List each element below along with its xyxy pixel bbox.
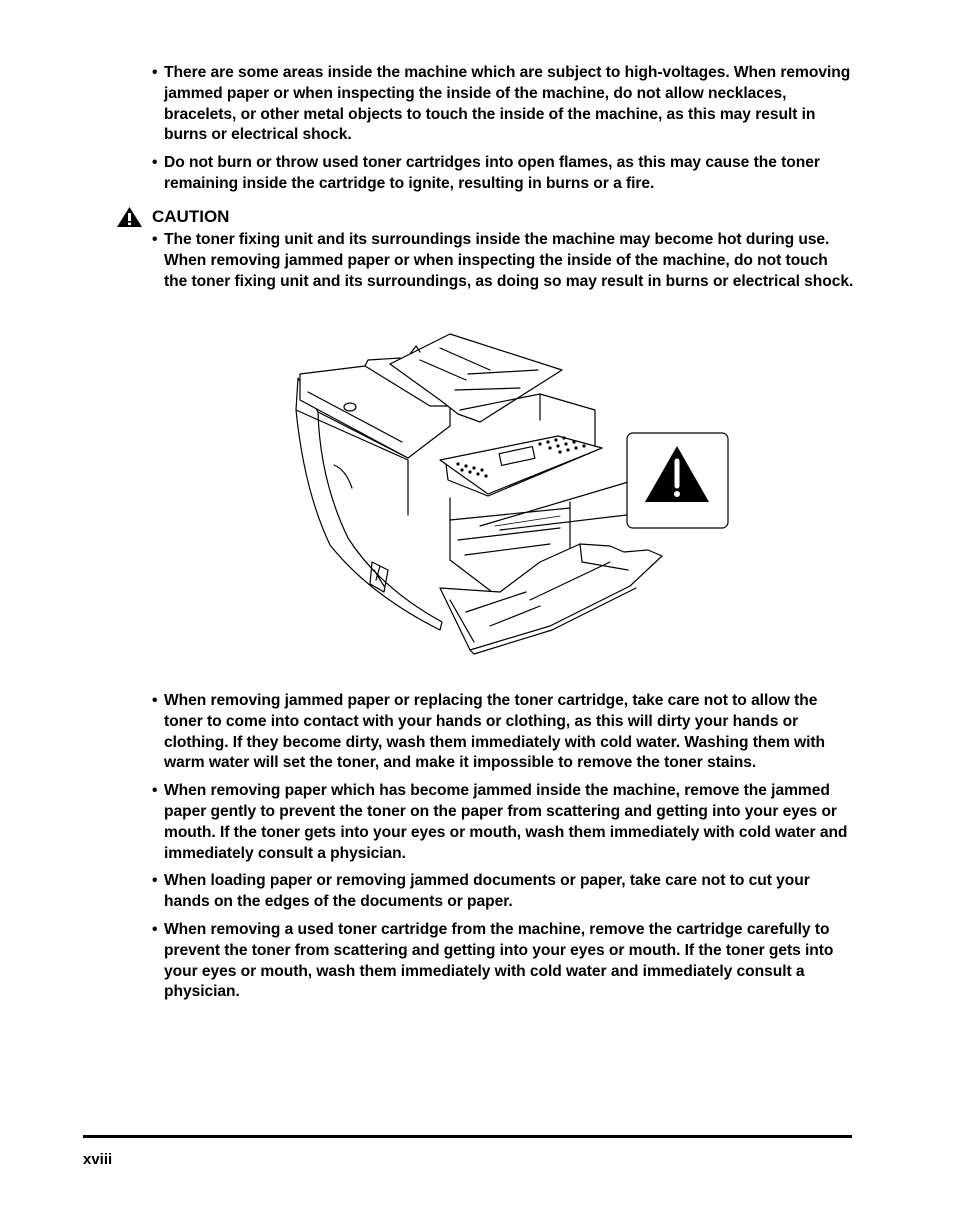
footer-rule xyxy=(83,1135,852,1138)
list-item xyxy=(150,691,855,774)
bullet: • xyxy=(152,782,158,800)
bullet: • xyxy=(152,64,158,81)
list-item-text: Do not burn or throw used toner cartridges into open flames, as this may cause the toner remaining inside the cartridge to ignite, resulting in burns or a fire. xyxy=(164,154,820,192)
list-item xyxy=(150,230,855,292)
printer-illustration xyxy=(290,330,735,655)
list-item xyxy=(150,153,855,195)
caution-heading-text: CAUTION xyxy=(152,207,230,226)
list-item-text: There are some areas inside the machine which are subject to high-voltages. When removing jammed paper or when inspecting the inside of the machine, do not allow necklaces, bracelets, or other metal objects to touch the inside of the machine, as this may result in burns or electrical shock. xyxy=(164,64,851,144)
bullet: • xyxy=(152,231,158,248)
front-cover-open xyxy=(440,544,662,650)
warning-triangle-icon xyxy=(116,206,143,228)
control-panel xyxy=(440,436,602,494)
caution-heading xyxy=(116,206,229,228)
list-item-text: When loading paper or removing jammed documents or paper, take care not to cut your hands on the edges of the documents or paper. xyxy=(164,872,810,911)
bullet: • xyxy=(152,692,158,709)
bullet: • xyxy=(152,872,158,890)
page-number: xviii xyxy=(83,1151,113,1168)
bullet: • xyxy=(152,154,158,172)
caution-list xyxy=(150,230,855,299)
list-item xyxy=(150,920,855,1003)
list-item-text: When removing jammed paper or replacing the toner cartridge, take care not to allow the toner to come into contact with your hands or clothing, as this will dirty your hands or clothing. If they become dirty, wash them immediately with cold water. Washing them with warm water will set the toner, and make it impossible to remove the toner stains. xyxy=(164,692,826,772)
list-item xyxy=(150,63,855,146)
bullet: • xyxy=(152,920,158,938)
list-item xyxy=(150,781,855,864)
list-item-text: When removing paper which has become jammed inside the machine, remove the jammed paper gently to prevent the toner on the paper from scattering and getting into your eyes or mouth. If the toner gets into your eyes or mouth, wash them immediately with cold water and immediately consult a physician. xyxy=(164,782,848,862)
precaution-list xyxy=(150,691,855,1010)
list-item xyxy=(150,871,855,913)
list-item-text: The toner fixing unit and its surroundings inside the machine may become hot during use. When removing jammed paper or when inspecting the inside of the machine, do not touch the toner fixing unit and its surroundings, as doing so may result in burns or electrical shock. xyxy=(164,231,854,290)
warning-list xyxy=(150,63,855,202)
list-item-text: When removing a used toner cartridge from the machine, remove the cartridge carefully to prevent the toner from scattering and getting into your eyes or mouth. If the toner gets into your eyes or mouth, wash them immediately with cold water and immediately consult a physician. xyxy=(164,920,834,1001)
